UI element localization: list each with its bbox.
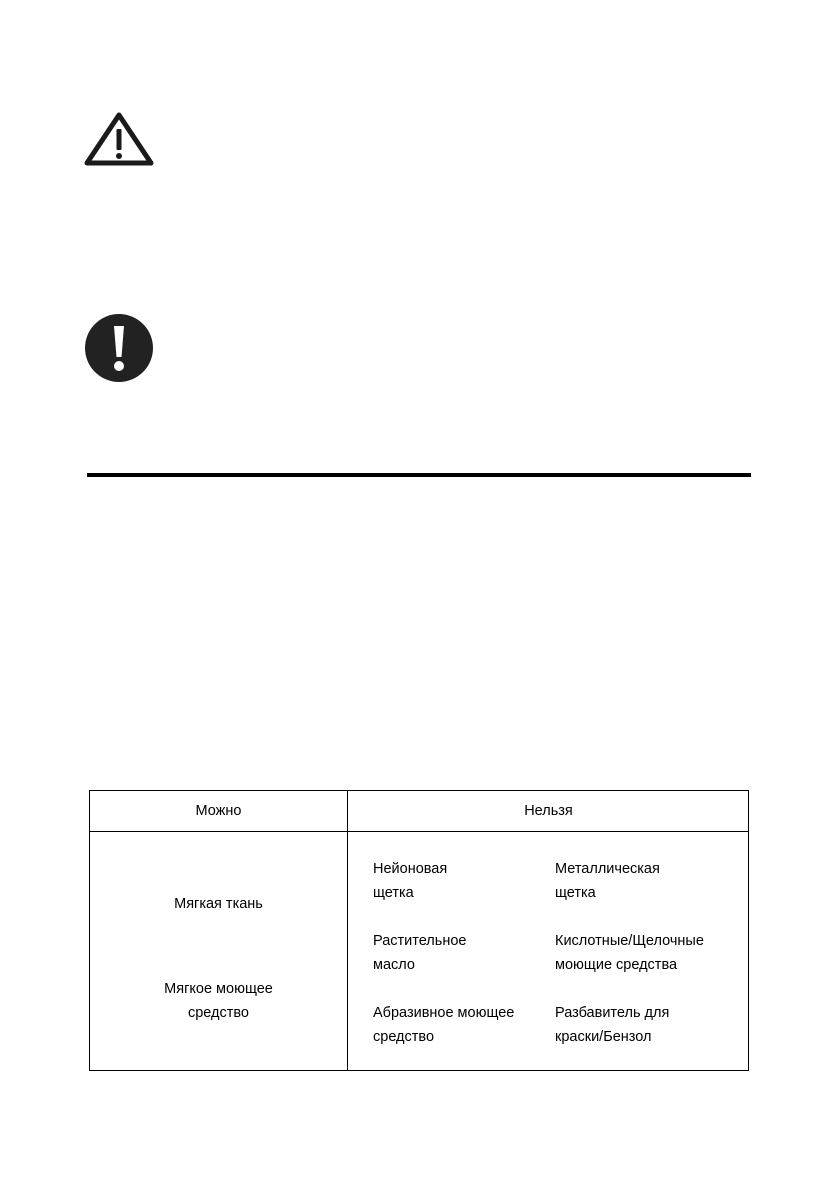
allowed-item (90, 977, 347, 1025)
forbidden-item (373, 929, 466, 977)
allowed-item-text: Мягкая ткань (174, 896, 263, 912)
header-allowed: Можно (195, 803, 242, 819)
forbidden-item-text-line2: щетка (555, 885, 596, 901)
allowed-item-text-line1: Мягкое моющее (164, 981, 273, 997)
forbidden-item (555, 929, 704, 977)
forbidden-item-text-line1: Абразивное моющее (373, 1005, 515, 1021)
care-table (89, 790, 749, 1071)
forbidden-item-text-line1: Растительное (373, 933, 467, 949)
allowed-item-text-line2: средство (187, 1005, 250, 1021)
allowed-item (90, 892, 347, 916)
forbidden-item-text-line1: Металлическая (555, 861, 660, 877)
forbidden-item (555, 857, 660, 905)
forbidden-item (555, 1001, 669, 1049)
header-forbidden: Нельзя (524, 803, 573, 819)
forbidden-item-text-line1: Кислотные/Щелочные (555, 933, 704, 949)
forbidden-item-text-line2: масло (373, 957, 415, 973)
forbidden-item (373, 1001, 514, 1049)
forbidden-item-text-line2: средство (373, 1029, 435, 1045)
forbidden-item-text-line2: краски/Бензол (555, 1029, 652, 1045)
forbidden-item-text-line1: Нейоновая (373, 861, 448, 877)
forbidden-item-text-line1: Разбавитель для (555, 1005, 670, 1021)
forbidden-item (373, 857, 447, 905)
section-divider (87, 473, 751, 477)
table-header-divider (90, 831, 748, 832)
warning-triangle-icon (83, 111, 155, 167)
table-column-divider (347, 791, 348, 1070)
forbidden-item-text-line2: моющие средства (555, 957, 678, 973)
exclamation-circle-icon (84, 313, 154, 383)
forbidden-item-text-line2: щетка (373, 885, 414, 901)
